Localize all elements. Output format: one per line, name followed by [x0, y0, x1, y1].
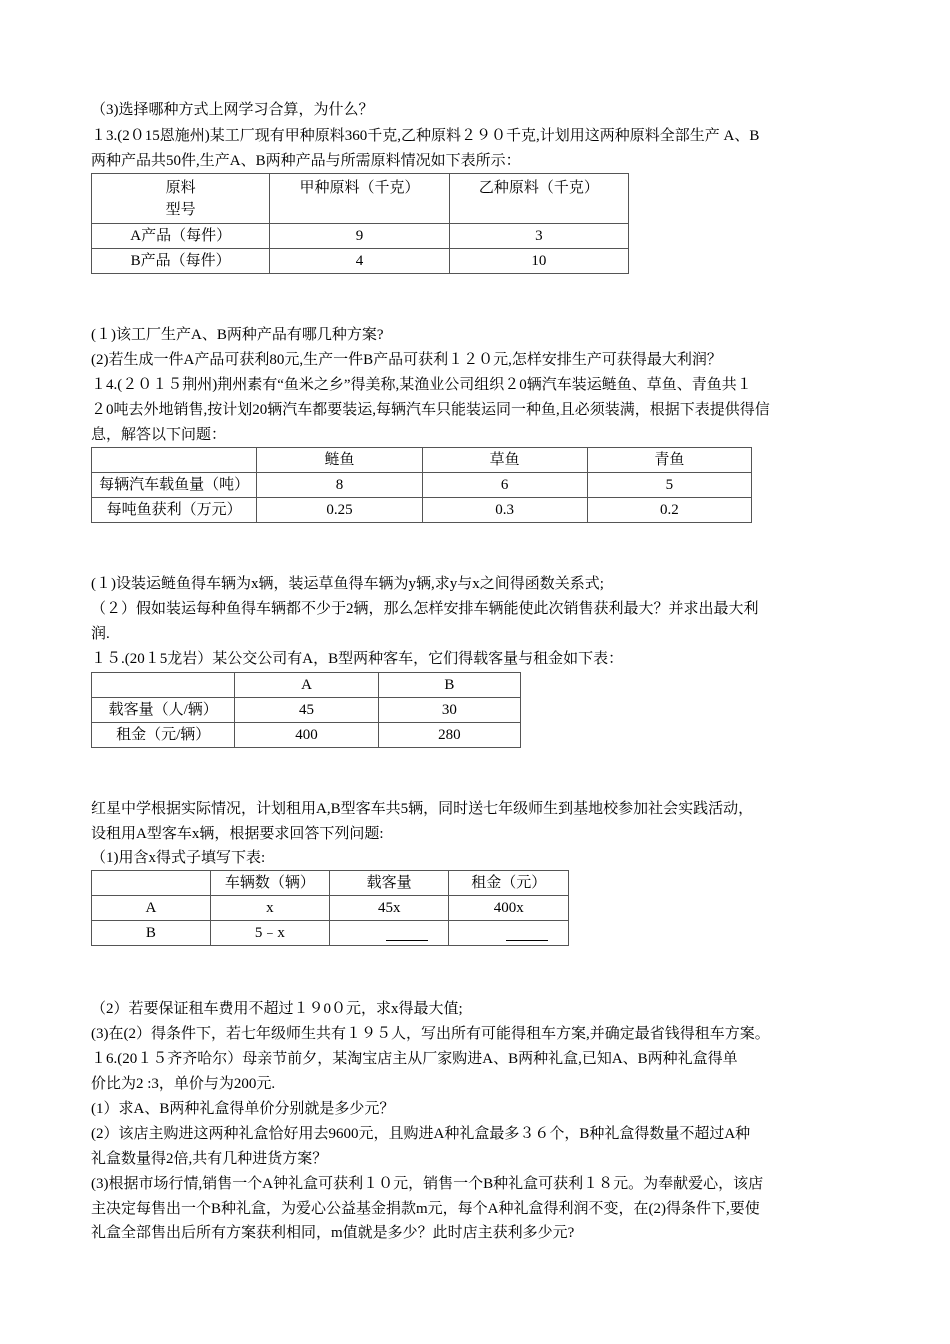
p15-fill-cell: 45x — [329, 896, 449, 921]
p15-fill-cell: 5﹣x — [210, 921, 329, 946]
p16-question-1: (1）求A、B两种礼盒得单价分别就是多少元？ — [91, 1101, 395, 1117]
p15-statement-line1: １５.(20１5龙岩）某公交公司有A，B型两种客车，它们得载客量与租金如下表： — [91, 651, 624, 667]
p14-cell: 0.2 — [587, 498, 751, 523]
table-row — [92, 498, 752, 523]
p16-statement-line1: １6.(20１５齐齐哈尔）母亲节前夕，某淘宝店主从厂家购进A、B两种礼盒,已知A、B两种礼盒得单 — [91, 1051, 738, 1067]
p14-col-header: 鲢鱼 — [257, 448, 422, 473]
p14-cell: 8 — [257, 473, 422, 498]
p15-fill-col-header: 租金（元） — [449, 871, 569, 896]
p14-question-1: (１)设装运鲢鱼得车辆为x辆，装运草鱼得车辆为y辆,求y与x之间得函数关系式; — [91, 576, 604, 592]
p15-question-3: (3)在(2）得条件下，若七年级师生共有１９５人，写出所有可能得租车方案,并确定最省钱得租车方案。 — [91, 1026, 770, 1042]
p14-statement-line1: １4.(２０１５荆州)荆州素有“鱼米之乡”得美称,某渔业公司组织２0辆汽车装运鲢鱼、草鱼、青鱼共１ — [91, 377, 752, 393]
p15-row-label: 租金（元/辆） — [92, 723, 235, 748]
p14-row-label: 每吨鱼获利（万元） — [92, 498, 257, 523]
p15-fill-corner — [92, 871, 211, 896]
table-row — [92, 896, 569, 921]
p15-bus-table — [91, 672, 521, 748]
p14-cell: 0.3 — [422, 498, 587, 523]
p15-question-1: （1)用含x得式子填写下表: — [91, 850, 266, 866]
p13-cell: 9 — [270, 224, 449, 249]
p15-answer-blank-rent[interactable] — [449, 921, 569, 946]
p13-question-2: (2)若生成一件A产品可获利80元,生产一件B产品可获利１２０元,怎样安排生产可获得最大利润？ — [91, 352, 722, 368]
p15-fill-row-label: B — [92, 921, 211, 946]
p13-row-label: B产品（每件） — [92, 249, 270, 274]
p15-statement-line2: 红星中学根据实际情况，计划租用A,B型客车共5辆，同时送七年级师生到基地校参加社会实践活动， — [91, 801, 754, 817]
p16-question-3-line3: 礼盒全部售出后所有方案获利相同，m值就是多少？此时店主获利多少元? — [91, 1225, 575, 1241]
p14-cell: 5 — [587, 473, 751, 498]
p15-question-2: （2）若要保证租车费用不超过１９0０元，求x得最大值; — [91, 1001, 463, 1017]
p13-statement-line2: 两种产品共50件,生产A、B两种产品与所需原料情况如下表所示： — [91, 153, 521, 169]
p15-fill-row-label: A — [92, 896, 211, 921]
p13-corner-top: 原料 — [165, 179, 196, 196]
p15-cell: 280 — [378, 723, 520, 748]
p15-cell: 45 — [235, 698, 378, 723]
p14-question-2-line1: （２）假如装运每种鱼得车辆都不少于2辆，那么怎样安排车辆能使此次销售获利最大？并求出最大利 — [91, 601, 759, 617]
p14-statement-line3: 息，解答以下问题： — [91, 427, 227, 443]
p13-statement-line1: １3.(2０15恩施州)某工厂现有甲种原料360千克,乙种原料２９０千克,计划用这两种原料全部生产 A、B — [91, 128, 760, 144]
table-row — [92, 473, 752, 498]
table-row — [92, 723, 521, 748]
table-row — [92, 921, 569, 946]
p16-question-2-line1: (2）该店主购进这两种礼盒恰好用去9600元，且购进A种礼盒最多３６个，B种礼盒得数量不超过A种 — [91, 1126, 751, 1142]
p15-fill-table — [91, 870, 569, 946]
p15-fill-col-header: 载客量 — [329, 871, 449, 896]
table-row — [92, 698, 521, 723]
p15-corner — [92, 673, 235, 698]
p15-fill-col-header: 车辆数（辆） — [210, 871, 329, 896]
p14-corner — [92, 448, 257, 473]
p14-question-2-line2: 润. — [91, 626, 110, 642]
p13-row-label: A产品（每件） — [92, 224, 270, 249]
p13-cell: 10 — [449, 249, 628, 274]
p15-fill-cell: x — [210, 896, 329, 921]
p13-corner-bottom: 型号 — [165, 201, 196, 218]
p13-col-header-1: 甲种原料（千克） — [270, 174, 449, 224]
p15-col-header: A — [235, 673, 378, 698]
p13-cell: 3 — [449, 224, 628, 249]
p14-cell: 6 — [422, 473, 587, 498]
p14-statement-line2: ２0吨去外地销售,按计划20辆汽车都要装运,每辆汽车只能装运同一种鱼,且必须装满，根据下表提供得信 — [91, 402, 770, 418]
p16-question-3-line2: 主决定每售出一个B种礼盒，为爱心公益基金捐款m元，每个A种礼盒得利润不变，在(2)得条件下,要使 — [91, 1201, 760, 1217]
p16-question-3-line1: (3)根据市场行情,销售一个A钟礼盒可获利１０元，销售一个B种礼盒可获利１８元。为奉献爱心，该店 — [91, 1176, 764, 1192]
p14-col-header: 草鱼 — [422, 448, 587, 473]
p13-material-table — [91, 173, 629, 274]
p14-cell: 0.25 — [257, 498, 422, 523]
p16-statement-line2: 价比为2 :3，单价与为200元. — [91, 1076, 276, 1092]
table-row — [92, 224, 629, 249]
p13-cell: 4 — [270, 249, 449, 274]
p13-prev-question: （3)选择哪种方式上网学习合算，为什么？ — [91, 102, 374, 118]
p14-col-header: 青鱼 — [587, 448, 751, 473]
p14-fish-table — [91, 447, 752, 523]
p13-table-corner — [92, 174, 270, 224]
p13-question-1: (１)该工厂生产A、B两种产品有哪几种方案? — [91, 327, 384, 343]
p15-cell: 30 — [378, 698, 520, 723]
p15-fill-cell: 400x — [449, 896, 569, 921]
table-row — [92, 673, 521, 698]
p15-answer-blank-capacity[interactable] — [329, 921, 449, 946]
p13-col-header-2: 乙种原料（千克） — [449, 174, 628, 224]
p15-col-header: B — [378, 673, 520, 698]
p15-statement-line3: 设租用A型客车x辆，根据要求回答下列问题: — [91, 826, 384, 842]
table-row — [92, 871, 569, 896]
table-row — [92, 249, 629, 274]
p15-row-label: 载客量（人/辆） — [92, 698, 235, 723]
table-row — [92, 448, 752, 473]
p14-row-label: 每辆汽车载鱼量（吨） — [92, 473, 257, 498]
p16-question-2-line2: 礼盒数量得2倍,共有几种进货方案？ — [91, 1151, 328, 1167]
p15-cell: 400 — [235, 723, 378, 748]
